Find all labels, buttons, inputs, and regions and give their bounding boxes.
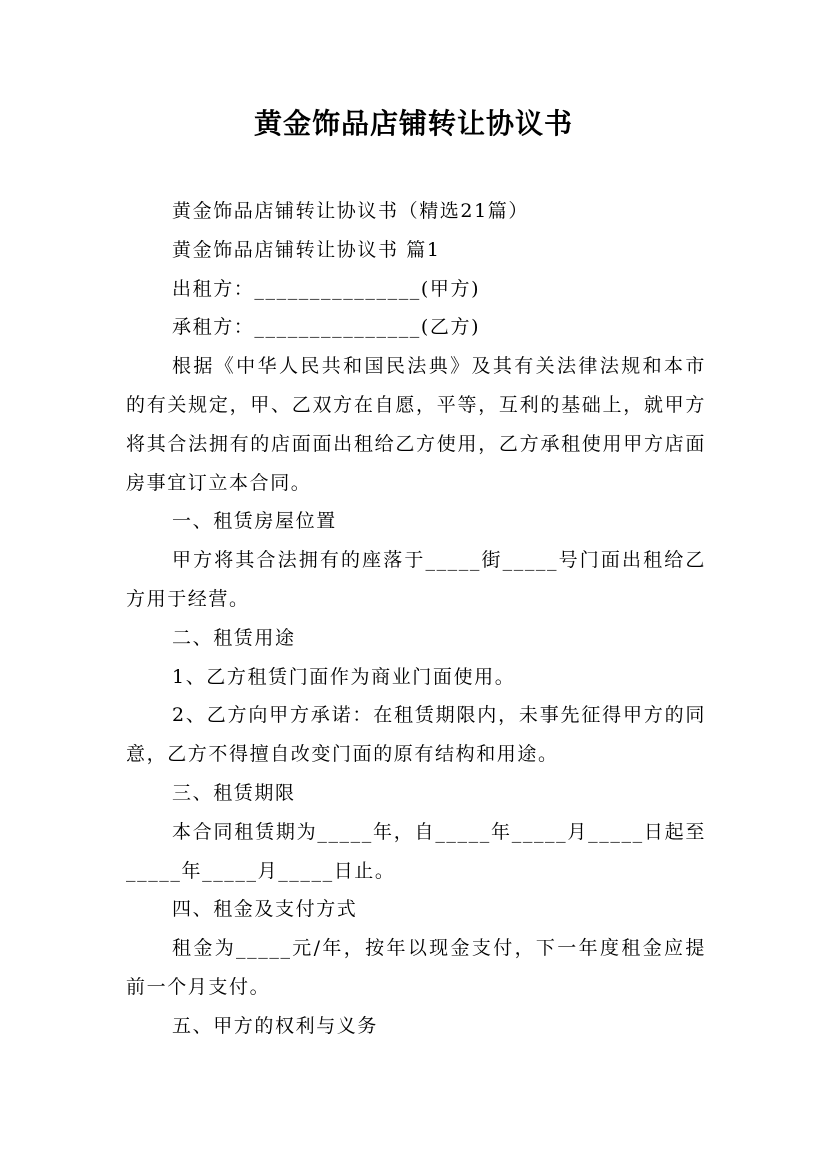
paragraph-lessee: 承租方：_______________(乙方) — [172, 316, 481, 339]
paragraph-location: 甲方将其合法拥有的座落于_____街_____号门面出租给乙方用于经营。 — [126, 549, 706, 610]
paragraph-usage-1: 1、乙方租赁门面作为商业门面使用。 — [172, 665, 516, 688]
paragraph-preamble: 根据《中华人民共和国民法典》及其有关法律法规和本市的有关规定，甲、乙双方在自愿，平等，互利的基础上，就甲方将其合法拥有的店面面出租给乙方使用，乙方承租使用甲方店面房事宜订立本合同。 — [126, 355, 706, 494]
clause-heading-rent: 四、租金及支付方式 — [172, 898, 358, 921]
paragraph-term: 本合同租赁期为_____年，自_____年_____月_____日起至_____年_____月_____日止。 — [126, 820, 706, 882]
document-body — [126, 192, 706, 1046]
clause-heading-lessor-rights: 五、甲方的权利与义务 — [172, 1014, 379, 1037]
clause-heading-usage: 二、租赁用途 — [172, 626, 296, 649]
paragraph-lessor: 出租方：_______________(甲方) — [172, 277, 481, 300]
clause-heading-term: 三、租赁期限 — [172, 781, 296, 804]
paragraph-subtitle: 黄金饰品店铺转让协议书（精选21篇） — [172, 200, 529, 222]
document-title: 黄金饰品店铺转让协议书 — [253, 107, 573, 140]
paragraph-rent: 租金为_____元/年，按年以现金支付，下一年度租金应提前一个月支付。 — [126, 937, 706, 998]
paragraph-usage-2: 2、乙方向甲方承诺：在租赁期限内，未事先征得甲方的同意，乙方不得擅自改变门面的原有结构和用途。 — [126, 704, 706, 766]
paragraph-section-heading: 黄金饰品店铺转让协议书 篇1 — [172, 238, 441, 261]
clause-heading-location: 一、租赁房屋位置 — [172, 510, 337, 533]
